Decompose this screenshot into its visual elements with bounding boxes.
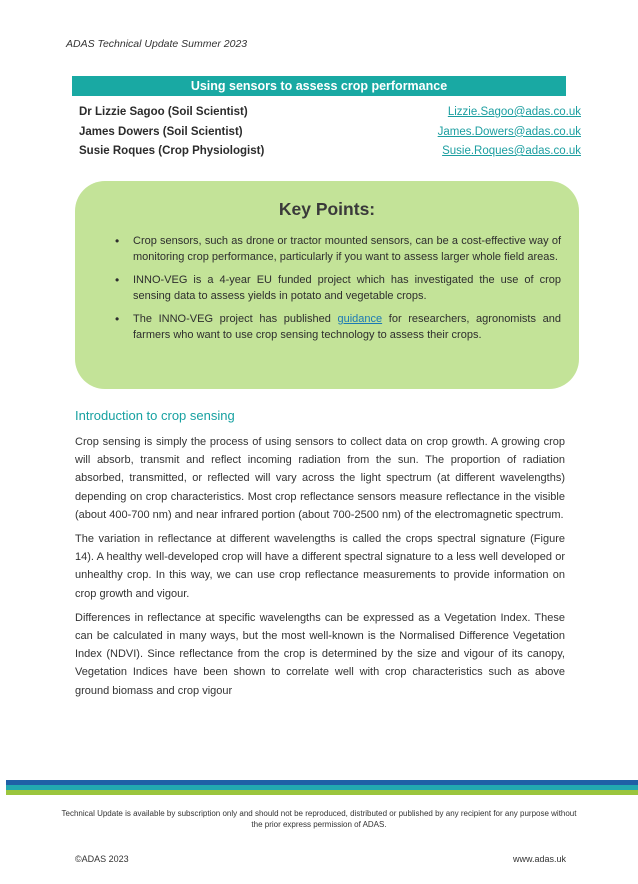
guidance-link[interactable]: guidance: [337, 313, 383, 325]
copyright: ©ADAS 2023: [75, 854, 129, 864]
website-link[interactable]: www.adas.uk: [512, 854, 566, 864]
disclaimer-text: Technical Update is available by subscription only and should not be reproduced, distributed or published by any recipient for any purpose without the prior express permission of ADAS.: [61, 809, 577, 829]
section-heading: Introduction to crop sensing: [75, 408, 235, 423]
body-paragraph: Crop sensing is simply the process of using sensors to collect data on crop growth. A growing crop will absorb, transmit and reflect incoming radiation from the sun. The proportion of radiation absorbed, transmitted, or reflected will vary across the light spectrum (at different wavelengths) depending on crop characteristics. Most crop reflectance sensors measure reflectance in the visible (about 400-700 nm) and near infrared portion (about 700-2500 nm) of the electromagnetic spectrum.: [75, 436, 565, 521]
author-row: [79, 126, 581, 146]
running-header: ADAS Technical Update Summer 2023: [66, 38, 248, 50]
key-points-box: [75, 181, 579, 389]
body-paragraph: The variation in reflectance at different wavelengths is called the crops spectral signature (Figure 14). A healthy well-developed crop will have a different spectral signature to a less well developed or unhealthy crop. In this way, we can use crop reflectance measurements to provide information on crop growth and vigour.: [75, 533, 565, 600]
author-email-link[interactable]: Lizzie.Sagoo@adas.co.uk: [447, 106, 581, 118]
key-point-item: [111, 311, 561, 343]
key-point-item: • Crop sensors, such as drone or tractor mounted sensors, can be a cost-effective way of monitoring crop performance, particularly if you want to assess larger whole field areas.: [111, 233, 561, 265]
author-email-link[interactable]: Susie.Roques@adas.co.uk: [442, 145, 581, 157]
key-points-title: Key Points:: [278, 199, 376, 219]
author-name: Dr Lizzie Sagoo (Soil Scientist): [79, 106, 248, 118]
author-row: [79, 145, 581, 165]
key-point-text: for researchers, agronomists and farmers who want to use crop sensing technology to assess their crops.: [133, 313, 561, 341]
stripe-green: [6, 790, 638, 795]
key-point-item: • INNO-VEG is a 4-year EU funded project which has investigated the use of crop sensing data to assess yields in potato and vegetable crops.: [111, 272, 561, 304]
author-row: [79, 106, 581, 126]
author-list: [79, 106, 581, 165]
body-paragraph: Differences in reflectance at specific wavelengths can be expressed as a Vegetation Index. These can be calculated in many ways, but the most well-known is the Normalised Difference Vegetation Index (NDVI). Since reflectance from the crop is determined by the size and vigour of its canopy, Vegetation Indices have been shown to correlate well with crop characteristics such as above ground biomass and crop vigour: [75, 611, 565, 697]
footer-stripes: [6, 780, 638, 800]
author-name: Susie Roques (Crop Physiologist): [79, 145, 265, 157]
author-email-link[interactable]: James.Dowers@adas.co.uk: [437, 125, 581, 138]
section-body: [75, 433, 565, 706]
author-name: James Dowers (Soil Scientist): [79, 125, 243, 138]
key-points-list: [93, 233, 561, 343]
key-point-text: The INNO-VEG project has published: [133, 313, 338, 325]
article-title: Using sensors to assess crop performance: [72, 76, 566, 96]
